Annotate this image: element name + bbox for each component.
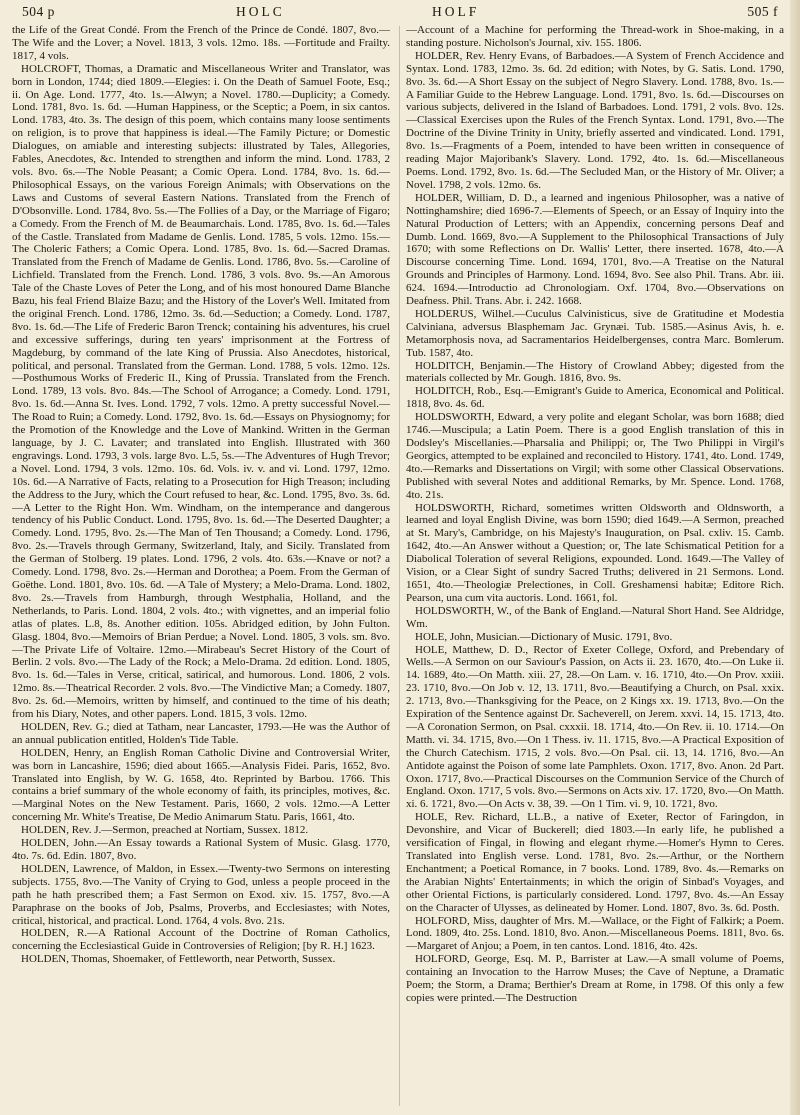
entry-paragraph: HOLE, John, Musician.—Dictionary of Music. 1791, 8vo. [415, 630, 673, 643]
entry-paragraph: HOLDSWORTH, Richard, sometimes written Oldsworth and Oldnsworth, a learned and loyal English Divine, was born 1590; died 1649.—A Sermon, preached at St. Mary's, Cambridge, on his Majesty's Inauguration, on Psal. cxliv. 15. Camb. 1642, 4to.—An Answer without a Question; or, The late Schismatical Petition for a Diabolical Toleration of several Religions, expounded. Lond. 1649.—The Valley of Vision, or a Clear Sight of sundry Sacred Truths; delivered in 21 Sermons. Lond. 1651, 4to.—Theologiæ Prelectiones, in Coll. Greshamensi habitæ; Editore Rich. Pearson, una cum vita auctoris. Lond. 1661, fol. [406, 501, 784, 604]
guide-word-right: HOLF [432, 4, 480, 19]
entry-paragraph: HOLDEN, Thomas, Shoemaker, of Fettleworth, near Petworth, Sussex. [21, 953, 336, 966]
left-column [12, 24, 390, 1109]
entry-paragraph: HOLDSWORTH, Edward, a very polite and elegant Scholar, was born 1688; died 1746.—Muscipula; a Latin Poem. There is a good English translation of this in Dodsley's Miscellanies.—Pharsalia and Philippi; or, The Two Philippi in Virgil's Georgics, attempted to be explained and reconciled to History. 1741, 4to. Lond. 1749, 4to.—Remarks and Dissertations on Virgil; with some other Classical Observations. Published with several Notes and additional Remarks, by Mr. Spence. Lond. 1768, 4to. 21s. [406, 411, 784, 501]
right-column [406, 24, 784, 1109]
entry-paragraph: HOLE, Matthew, D. D., Rector of Exeter College, Oxford, and Prebendary of Wells.—A Sermon on our Saviour's Passion, on Acts ii. 23. 1670, 4to.—On Luke ii. 14. 1689, 4to.—On Matth. xiii. 27, 28.—On Lam. v. 16. 1710, 4to.—On Prov. xxiii. 23. 1710, 8vo.—On Job v. 12, 13. 1711, 8vo.—Beautifying a Church, on Psal. xxix. 2. 1713, 8vo.—Thanksgiving for the Peace, on 2 Kings xx. 19. 1713, 8vo.—On the Expiration of the Sentence against Dr. Sacheverell, on Jerem. xxvi. 14, 15. 1713, 4to.—A Coronation Sermon, on Psal. cxxxii. 18. 1714, 4to.—On Rev. ii. 10. 1714.—On Matth. vi. 34. 1715, 8vo.—On 1 Thess. iv. 11. 1715, 8vo.—A Practical Exposition of the Church Catechism. 1715, 2 vols. 8vo.—On Psal. cii. 13, 14. 1716, 8vo.—An Antidote against the Poison of some late Pamphlets. Oxon. 1717, 8vo. Anon. 2d Part. Oxon. 1717, 8vo.—Practical Discourses on the Communion Service of the Church of England. Oxon. 1717, 5 vols. 8vo.—Sermons on Acts xiv. 17. 1720, 8vo.—On Matth. xi. 6. 1721, 8vo.—On Acts v. 38, 39. —On 1 Tim. vi. 9, 10. 1721, 8vo. [406, 643, 784, 811]
entry-paragraph: HOLE, Rev. Richard, LL.B., a native of Exeter, Rector of Faringdon, in Devonshire, and Vicar of Buckerell; died 1803.—In early life, he published a versification of Fingal, in flowing and elegant rhyme.—Homer's Hymn to Ceres. Translated into English verse. Lond. 1781, 8vo. 2s.—Arthur, or the Northern Enchantment; a Poetical Romance, in 7 books. Lond. 1789, 8vo. 4s.—Remarks on the Arabian Nights' Entertainments; in which the origin of Sinbad's Voyages, and other Oriental Fictions, is particularly considered. Lond. 1797, 8vo. 4s.—An Essay on the Character of Ulysses, as delineated by Homer. Lond. 1807, 8vo. 3s. 6d. Posth. [406, 811, 784, 914]
page-edge [790, 0, 800, 1115]
column-divider [399, 26, 400, 1106]
entry-paragraph: HOLFORD, George, Esq. M. P., Barrister at Law.—A small volume of Poems, containing an Invocation to the Harrow Muses; the Cave of Neptune, a Dramatic Poem; the Storm, a Drama; Berthier's Dream at Rome, in 1798. Of this only a few copies were printed.—The Destruction [406, 953, 784, 1004]
entry-paragraph: HOLDSWORTH, W., of the Bank of England.—Natural Short Hand. See Aldridge, Wm. [406, 604, 784, 630]
entry-paragraph: HOLDER, William, D. D., a learned and ingenious Philosopher, was a native of Nottinghamshire; died 1696-7.—Elements of Speech, or an Essay of Inquiry into the Natural Production of Letters; with an Appendix, concerning persons Deaf and Dumb. Lond. 1669, 8vo.—A Supplement to the Philosophical Transactions of July 1670; with some Reflections on Dr. Wallis' Letter, there inserted. 1678, 4to.—A Discourse concerning Time. Lond. 1694, 1701, 8vo.—A Treatise on the Natural Grounds and Principles of Harmony. Lond. 1694, 8vo. See also Phil. Trans. Abr. iii. 624. 1694.—Introductio ad Chronologiam. Oxf. 1704, 8vo.—Observations on Deafness. Phil. Trans. Abr. i. 242. 1668. [406, 191, 784, 308]
entry-paragraph: the Life of the Great Condé. From the French of the Prince de Condé. 1807, 8vo.—The Wife and the Lover; a Novel. 1813, 3 vols. 12mo. 18s. —Fortitude and Frailty. 1817, 4 vols. [12, 24, 390, 62]
entry-paragraph: HOLCROFT, Thomas, a Dramatic and Miscellaneous Writer and Translator, was born in London, 1744; died 1809.—Elegies: i. On the Death of Samuel Foote, Esq.; ii. On Age. Lond. 1777, 4to. 1s.—Alwyn; a Novel. 1780.—Duplicity; a Comedy. Lond. 1781, 8vo. 1s. 6d. —Human Happiness, or the Sceptic; a Poem, in six cantos. Lond. 1783, 4to. 3s. The design of this poem, which contains many loose sentiments on religion, is to prove that happiness is ideal.—The Family Picture; or Domestic Dialogues, on amiable and interesting subjects: illustrated by Tales, Allegories, Fables, Anecdotes, &c. Intended to strengthen and inform the mind. Lond. 1783, 2 vols. 8vo. 6s.—The Noble Peasant; a Comic Opera. Lond. 1784, 8vo. 1s. 6d.—Philosophical Essays, on the various Foreign Animals; with Observations on the Laws and Customs of several Eastern Nations. Translated from the French of D'Obsonville. Lond. 1784, 8vo. 5s.—The Follies of a Day, or the Marriage of Figaro; a Comedy. From the French of M. de Beaumarchais. Lond. 1785, 8vo. 1s. 6d.—Tales of the Castle. Translated from Madame de Genlis. Lond. 1785, 5 vols. 12mo. 15s.—The Choleric Fathers; a Comic Opera. Lond. 1785, 8vo. 1s. 6d.—Sacred Dramas. Translated from the French of Madame de Genlis. Lond. 1786, 8vo. 5s.—Caroline of Lichfield. Translated from the French. Lond. 1786, 3 vols. 8vo. 9s.—An Amorous Tale of the Chaste Loves of Peter the Long, and of his most honoured Dame Blanche Bazu, his feal Friend Blaize Bazu; and the History of the Lover's Well. Imitated from the original French. Lond. 1786, 12mo. 3s. 6d.—Seduction; a Comedy. Lond. 1787, 8vo. 1s. 6d.—The Life of Frederic Baron Trenck; containing his adventures, his cruel and excessive sufferings, during ten years' imprisonment at the Fortress of Magdeburg, by command of the late King of Prussia. Also Anecdotes, historical, political, and personal. Translated from the German. Lond. 1788, 5 vols. 12mo. 12s.—Posthumous Works of Frederic II., King of Prussia. Translated from the French. Lond. 1789, 13 vols. 8vo. 84s.—The School of Arrogance; a Comedy. Lond. 1791, 8vo. 1s. 6d.—Anna St. Ives. Lond. 1792, 7 vols. 12mo. A pretty successful Novel.—The Road to Ruin; a Comedy. Lond. 1792, 8vo. 1s. 6d.—Essays on Physiognomy; for the Promotion of the Knowledge and the Love of Mankind. Written in the German language, by J. C. Lavater; and translated into English. Illustrated with 360 engravings. Lond. 1793, 3 vols. large 8vo. L.5, 5s.—The Adventures of Hugh Trevor; a Novel. Lond. 1794, 3 vols. 12mo. 10s. 6d. Vols. iv. v. and vi. Lond. 1797, 12mo. 10s. 6d.—A Narrative of Facts, relating to a Prosecution for High Treason; including the Address to the Jury, which the Court refused to hear, &c. Lond. 1795, 8vo. 3s. 6d.—A Letter to the Right Hon. Wm. Windham, on the intemperance and dangerous tendency of his Public Conduct. Lond. 1795, 8vo. 1s. 6d.—The Deserted Daughter; a Comedy. Lond. 1795, 8vo. 2s.—The Man of Ten Thousand; a Comedy. Lond. 1796, 8vo. 2s.—Travels through Germany, Switzerland, Italy, and Sicily. Translated from the German of Stolberg. 19 plates. Lond. 1796, 2 vols. 4to. 63s.—Knave or not? a Comedy. Lond. 1798, 8vo. 2s.—Herman and Dorothea; a Poem. From the German of Goëthe. Lond. 1801, 8vo. 10s. 6d. —A Tale of Mystery; a Melo-Drama. Lond. 1802, 8vo. 2s.—Travels from Hamburgh, through Westphalia, Holland, and the Netherlands, to Paris. Lond. 1804, 2 vols. 4to.; with vignettes, and an imperial folio atlas of plates. L.8, 8s. Another edition. 105s. Abridged edition, by John Fulton. Glasg. 1804, 8vo.—Memoirs of Brian Perdue; a Novel. Lond. 1805, 3 vols. sm. 8vo.—The Private Life of Voltaire. 12mo.—Mirabeau's Secret History of the Court of Berlin. 2 vols. 8vo.—The Lady of the Rock; a Melo-Drama. 2d edition. Lond. 1805, 8vo. 1s. 6d.—Tales in Verse, critical, satirical, and humorous. Lond. 1806, 2 vols. 12mo. 8s.—Theatrical Recorder. 2 vols. 8vo.—The Vindictive Man; a Comedy. 1807, 8vo. 2s. 6d.—Memoirs, written by himself, and continued to the time of his death; from his Diary, Notes, and other papers. Lond. 1815, 3 vols. 12mo. [12, 62, 390, 721]
entry-paragraph: HOLDER, Rev. Henry Evans, of Barbadoes.—A System of French Accidence and Syntax. Lond. 1783, 12mo. 3s. 6d. 2d edition; with Notes, by G. Satis. Lond. 1790, 8vo. 3s. 6d.—A Short Essay on the subject of Negro Slavery. Lond. 1788, 8vo. 1s.—A Familiar Guide to the Hebrew Language. Lond. 1791, 8vo. 1s. 6d.—Discourses on various subjects, delivered in the Island of Barbadoes. Lond. 1791, 2 vols. 8vo. 12s. —Classical Exercises upon the Rules of the French Syntax. Lond. 1791, 8vo.—The Doctrine of the Divine Trinity in Unity, briefly asserted and vindicated. Lond. 1791, 8vo. 1s.—Fragments of a Poem, intended to have been written in consequence of reading Major Majoribank's Slavery. Lond. 1792, 4to. 1s. 6d.—Miscellaneous Poems. Lond. 1792, 8vo. 1s. 6d.—The Secluded Man, or the History of Mr. Oliver; a Novel. 1798, 2 vols. 12mo. 6s. [406, 49, 784, 191]
running-header [22, 4, 778, 22]
entry-paragraph: HOLDEN, John.—An Essay towards a Rational System of Music. Glasg. 1770, 4to. 7s. 6d. Edin. 1807, 8vo. [12, 837, 390, 862]
guide-word-left: HOLC [236, 4, 285, 19]
entry-paragraph: HOLDEN, Rev. J.—Sermon, preached at Nortiam, Sussex. 1812. [21, 824, 309, 837]
entry-paragraph: HOLDEN, Lawrence, of Maldon, in Essex.—Twenty-two Sermons on interesting subjects. 1755, 8vo.—The Vanity of Crying to God, unless a people proceed in the path he hath prescribed them; a Fast Sermon on Exod. xiv. 15. 1757, 8vo.—A Paraphrase on the books of Job, Psalms, Proverbs, and Ecclesiastes; with Notes, critical, historical, and practical. Lond. 1764, 4 vols. 8vo. 21s. [12, 862, 390, 927]
page-number-right: 505 f [747, 4, 778, 19]
entry-paragraph: HOLFORD, Miss, daughter of Mrs. M.—Wallace, or the Fight of Falkirk; a Poem. Lond. 1809, 4to. 25s. Lond. 1810, 8vo. Anon.—Miscellaneous Poems. 1811, 8vo. 6s.—Margaret of Anjou; a Poem, in ten cantos. Lond. 1816, 4to. 42s. [406, 914, 784, 953]
entry-paragraph: HOLDEN, Henry, an English Roman Catholic Divine and Controversial Writer, was born in Lancashire, 1596; died about 1665.—Analysis Fidei. Paris, 1652, 8vo. Translated into English, by W. G. 1658, 4to. Reprinted by Barbou. 1766. This contains a brief summary of the whole economy of faith, its principles, motives, &c.—Marginal Notes on the New Testament. Paris, 1660, 2 vols. 12mo.—A Letter concerning Mr. White's Treatise, De Medio Animarum Statu. Paris, 1661, 4to. [12, 746, 390, 824]
entry-paragraph: HOLDERUS, Wilhel.—Cuculus Calvinisticus, sive de Gratitudine et Modestia Calviniana, adversus Blasphemam Jac. Grynæi. Tub. 1585.—Asinus Avis, h. e. Metamorphosis nova, ad Sacramentarios Heidelbergenses, contra Marc. Bomlerum. Tub. 1587, 4to. [406, 307, 784, 359]
entry-paragraph: —Account of a Machine for performing the Thread-work in Shoe-making, in a standing posture. Nicholson's Journal, xiv. 155. 1806. [406, 24, 784, 49]
entry-paragraph: HOLDEN, R.—A Rational Account of the Doctrine of Roman Catholics, concerning the Ecclesiastical Guide in Controversies of Religion; [by R. H.] 1623. [12, 927, 390, 953]
entry-paragraph: HOLDITCH, Rob., Esq.—Emigrant's Guide to America, Economical and Political. 1818, 8vo. 4s. 6d. [406, 385, 784, 411]
page-number-left: 504 p [22, 4, 55, 19]
entry-paragraph: HOLDEN, Rev. G.; died at Tatham, near Lancaster, 1793.—He was the Author of an annual publication entitled, Holden's Tide Table. [12, 720, 390, 746]
entry-paragraph: HOLDITCH, Benjamin.—The History of Crowland Abbey; digested from the materials collected by Mr. Gough. 1816, 8vo. 9s. [406, 359, 784, 385]
